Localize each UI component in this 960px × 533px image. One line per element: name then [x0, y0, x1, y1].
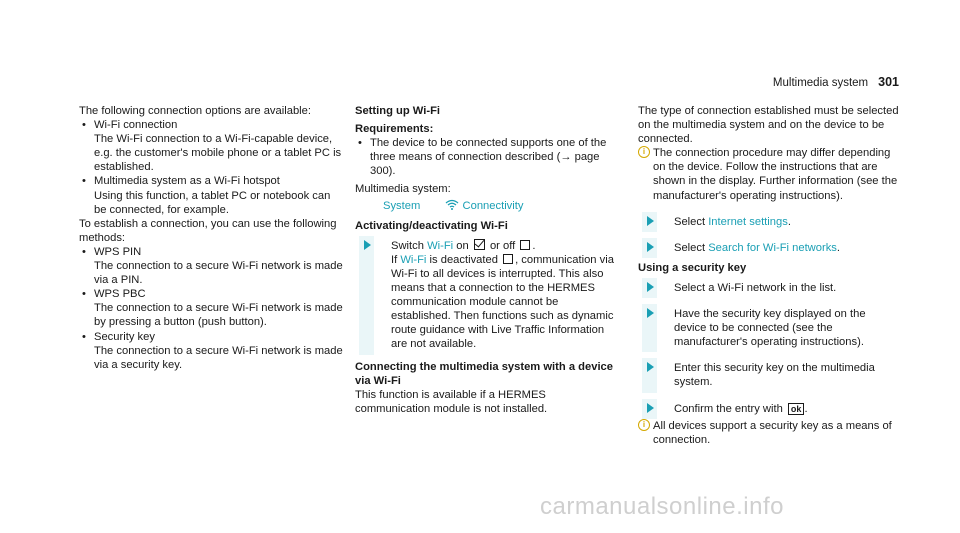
step-word: Confirm the entry with — [674, 402, 783, 415]
step-rest-text: , communication via Wi-Fi to all devices is interrupted. This also means that a connection to the HERMES communication module cannot be established. Then functions such as dynamic route guidance with Live Traffic Information are not available. — [391, 253, 614, 351]
step-word: or off — [489, 239, 516, 252]
option-title: Multimedia system as a Wi-Fi hotspot — [94, 175, 280, 188]
method-title: WPS PBC — [94, 288, 146, 301]
list-item — [355, 136, 620, 178]
checkbox-empty-icon — [503, 254, 513, 264]
security-heading: Using a security key — [638, 261, 747, 274]
step-word: is deactivated — [429, 253, 498, 266]
step-text: Have the security key displayed on the device to be connected (see the manufacturer's operating instructions). — [674, 308, 866, 349]
section-heading: Setting up Wi-Fi — [355, 105, 441, 117]
info-icon: i — [638, 146, 650, 158]
checkbox-checked-icon — [474, 239, 485, 250]
menu-path — [355, 199, 620, 213]
connect-text: This function is available if a HERMES communication module is not installed. — [355, 388, 548, 415]
requirements-text: The device to be connected supports one of the three means of connection described (→ page 300). — [370, 137, 607, 178]
bullet-icon: • — [82, 288, 86, 301]
step-word: Switch — [391, 239, 424, 252]
arrow-icon — [647, 403, 654, 413]
arrow-icon — [647, 282, 654, 292]
step-word: on — [456, 239, 469, 252]
step-text: Select a Wi-Fi network in the list. — [674, 281, 837, 294]
page-number: 301 — [878, 75, 899, 89]
bullet-icon: • — [82, 330, 86, 343]
instruction-step — [355, 239, 620, 352]
instruction-step: Select Search for Wi-Fi networks. — [638, 241, 900, 255]
arrow-icon — [647, 242, 654, 252]
search-wifi-link[interactable]: Search for Wi-Fi networks — [708, 241, 837, 254]
intro-text: The following connection options are available: — [79, 105, 311, 117]
step-bar — [359, 236, 374, 355]
method-title: Security key — [94, 330, 155, 343]
note — [638, 146, 900, 202]
internet-settings-link[interactable]: Internet settings — [708, 215, 788, 228]
list-item — [79, 118, 344, 174]
note-text: All devices support a security key as a means of connection. — [653, 419, 892, 446]
watermark: carmanualsonline.info — [540, 493, 784, 520]
bullet-icon: • — [82, 175, 86, 188]
instruction-step — [638, 307, 900, 349]
menu-label: Multimedia system: — [355, 183, 451, 196]
arrow-icon — [647, 362, 654, 372]
method-title: WPS PIN — [94, 245, 142, 258]
method-desc: The connection to a secure Wi-Fi network is made by pressing a button (push button). — [94, 302, 343, 329]
column-1 — [79, 104, 344, 372]
wifi-option[interactable]: Wi-Fi — [427, 239, 454, 252]
arrow-icon — [647, 308, 654, 318]
step-text: Enter this security key on the multimedia system. — [674, 362, 875, 389]
method-desc: The connection to a secure Wi-Fi network is made via a PIN. — [94, 260, 343, 287]
requirements-label: Requirements: — [355, 123, 434, 136]
list-item — [79, 174, 344, 216]
arrow-icon — [647, 216, 654, 226]
column-2 — [355, 104, 620, 416]
page-header — [759, 75, 899, 90]
step-word: If — [391, 253, 398, 266]
ok-icon: ok — [788, 403, 805, 415]
instruction-step — [638, 281, 900, 295]
connect-heading: Connecting the multimedia system with a device via Wi-Fi — [355, 360, 613, 387]
arrow-icon — [364, 240, 371, 250]
column-3 — [638, 104, 900, 447]
instruction-step: Select Internet settings. — [638, 215, 900, 229]
note-text: The connection procedure may differ depending on the device. Follow the instructions that are shown in the display. Further information (see the manufacturer's operating instructions). — [653, 147, 898, 202]
option-desc: The Wi-Fi connection to a Wi-Fi-capable device, e.g. the customer's mobile phone or a tablet PC is established. — [94, 133, 342, 174]
wifi-icon — [445, 199, 459, 210]
note — [638, 419, 900, 447]
bullet-icon: • — [358, 137, 362, 150]
methods-intro: To establish a connection, you can use the following methods: — [79, 217, 337, 244]
option-desc: Using this function, a tablet PC or notebook can be connected, for example. — [94, 189, 331, 216]
bullet-icon: • — [82, 119, 86, 132]
info-icon: i — [638, 419, 650, 431]
step-text: Switch Wi-Fi on or off . If Wi-Fi is deactivated , communication via Wi-Fi to all devices is interrupted. This also means that a connection to the HERMES communication module cannot be established. Then functions such as dynamic route guidance with Live Traffic Information are not available. — [391, 239, 614, 351]
intro-text: The type of connection established must be selected on the multimedia system and on the device to be connected. — [638, 105, 899, 146]
checkbox-empty-icon — [520, 240, 530, 250]
option-title: Wi-Fi connection — [94, 119, 178, 132]
step-word: Select — [674, 241, 706, 254]
menu-system-link[interactable]: System — [383, 199, 421, 212]
method-desc: The connection to a secure Wi-Fi network is made via a security key. — [94, 344, 343, 371]
wifi-option[interactable]: Wi-Fi — [400, 253, 427, 266]
menu-connectivity-link[interactable]: Connectivity — [462, 199, 524, 212]
list-item — [79, 330, 344, 372]
list-item — [79, 287, 344, 329]
instruction-step: Confirm the entry with ok . — [638, 402, 900, 416]
step-word: Select — [674, 215, 706, 228]
bullet-icon: • — [82, 245, 86, 258]
instruction-step — [638, 361, 900, 389]
activate-heading: Activating/deactivating Wi-Fi — [355, 219, 508, 232]
section-title: Multimedia system — [772, 77, 869, 89]
list-item — [79, 245, 344, 287]
